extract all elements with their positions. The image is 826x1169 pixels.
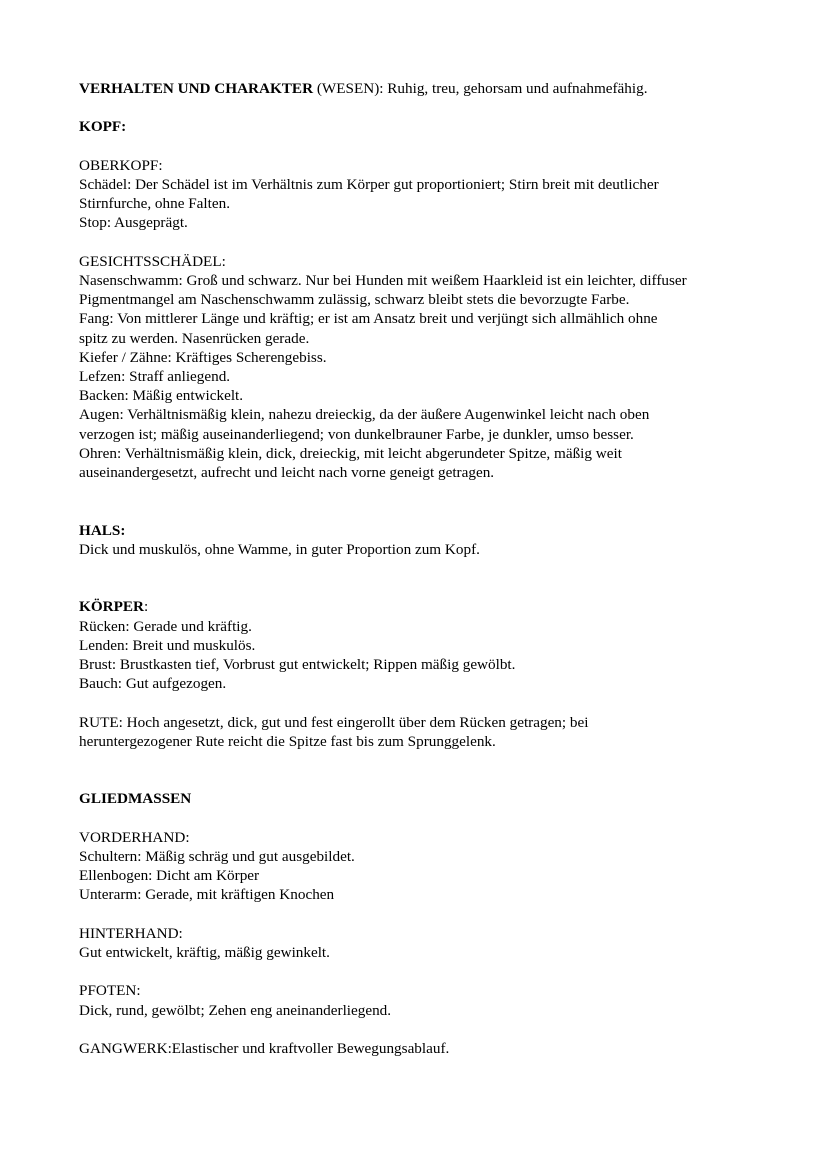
hals-heading-text: HALS: [79, 521, 126, 539]
ohren-line-2: auseinandergesetzt, aufrecht und leicht nach vorne geneigt getragen. [79, 464, 495, 482]
koerper-heading [79, 597, 759, 616]
stop-line: Stop: Ausgeprägt. [79, 214, 188, 232]
gliedmassen-heading-text: GLIEDMASSEN [79, 790, 192, 808]
brust-line: Brust: Brustkasten tief, Vorbrust gut entwickelt; Rippen mäßig gewölbt. [79, 656, 516, 674]
schultern-line: Schultern: Mäßig schräg und gut ausgebildet. [79, 848, 355, 865]
koerper-heading-text: KÖRPER [79, 598, 144, 616]
gesichtsschaedel-heading: GESICHTSSCHÄDEL: [79, 252, 226, 270]
unterarm-line: Unterarm: Gerade, mit kräftigen Knochen [79, 886, 335, 904]
bauch-line: Bauch: Gut aufgezogen. [79, 675, 227, 693]
hals-text: Dick und muskulös, ohne Wamme, in guter Proportion zum Kopf. [79, 540, 480, 558]
lenden-line: Lenden: Breit und muskulös. [79, 636, 256, 654]
pfoten-heading: PFOTEN: [79, 982, 141, 1000]
backen-line: Backen: Mäßig entwickelt. [79, 387, 244, 405]
gliedmassen-heading [79, 789, 759, 808]
schaedel-line-1: Schädel: Der Schädel ist im Verhältnis zum Körper gut proportioniert; Stirn breit mit deutlicher [79, 175, 659, 193]
vorderhand-heading: VORDERHAND: [79, 828, 190, 846]
nase-line-1: Nasenschwamm: Groß und schwarz. Nur bei Hunden mit weißem Haarkleid ist ein leichter, diffuser [79, 271, 687, 289]
fang-line-1: Fang: Von mittlerer Länge und kräftig; er ist am Ansatz breit und verjüngt sich allmählich ohne [79, 310, 658, 328]
ruecken-line: Rücken: Gerade und kräftig. [79, 617, 252, 635]
rute-line-2: heruntergezogener Rute reicht die Spitze fast bis zum Sprunggelenk. [79, 732, 496, 750]
hinterhand-heading: HINTERHAND: [79, 924, 183, 942]
hals-heading [79, 521, 759, 540]
hinterhand-text: Gut entwickelt, kräftig, mäßig gewinkelt. [79, 944, 330, 961]
lefzen-line: Lefzen: Straff anliegend. [79, 368, 231, 385]
gangwerk-line: GANGWERK:Elastischer und kraftvoller Bewegungsablauf. [79, 1039, 450, 1057]
fang-line-2: spitz zu werden. Nasenrücken gerade. [79, 329, 310, 347]
kiefer-line: Kiefer / Zähne: Kräftiges Scherengebiss. [79, 348, 327, 366]
pfoten-text: Dick, rund, gewölbt; Zehen eng aneinanderliegend. [79, 1001, 392, 1019]
ohren-line-1: Ohren: Verhältnismäßig klein, dick, dreieckig, mit leicht abgerundeter Spitze, mäßig weit [79, 444, 622, 462]
wesen-text: (WESEN): Ruhig, treu, gehorsam und aufnahmefähig. [313, 80, 648, 97]
kopf-heading [79, 117, 759, 136]
rute-line-1: RUTE: Hoch angesetzt, dick, gut und fest eingerollt über dem Rücken getragen; bei [79, 713, 589, 731]
kopf-heading-text: KOPF: [79, 118, 127, 136]
ellenbogen-line: Ellenbogen: Dicht am Körper [79, 867, 260, 885]
schaedel-line-2: Stirnfurche, ohne Falten. [79, 195, 230, 213]
augen-line-2: verzogen ist; mäßig auseinanderliegend; von dunkelbrauner Farbe, je dunkler, umso besser. [79, 425, 634, 443]
augen-line-1: Augen: Verhältnismäßig klein, nahezu dreieckig, da der äußere Augenwinkel leicht nach oben [79, 406, 650, 424]
wesen-paragraph [79, 79, 759, 98]
wesen-heading: VERHALTEN UND CHARAKTER [79, 80, 314, 97]
oberkopf-heading: OBERKOPF: [79, 156, 163, 174]
koerper-heading-colon: : [143, 598, 149, 616]
nase-line-2: Pigmentmangel am Naschenschwamm zulässig, schwarz bleibt stets die bevorzugte Farbe. [79, 291, 630, 309]
document-page [79, 79, 759, 1058]
